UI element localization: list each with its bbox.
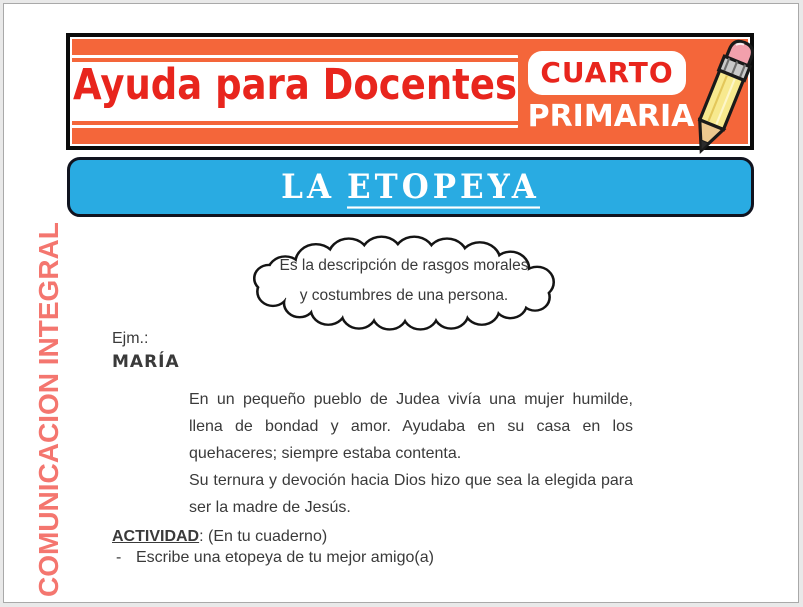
title-word-la: LA (281, 167, 335, 207)
level-label: PRIMARIA (527, 99, 695, 134)
title-word-etopeya: ETOPEYA (347, 168, 540, 209)
pencil-icon (690, 35, 754, 149)
course-area-label: COMUNICACION INTEGRAL (33, 222, 64, 597)
example-label: Ejm.: (112, 330, 149, 347)
example-name: MARÍA (112, 352, 180, 372)
bullet-dash: - (116, 549, 122, 566)
title-bar (67, 157, 754, 217)
lesson-body (112, 330, 642, 567)
grade-badge: CUARTO (528, 51, 686, 95)
definition-line-2: y costumbres de una persona. (299, 287, 509, 304)
page-title (281, 168, 540, 207)
header-banner (66, 33, 754, 150)
example-paragraphs (189, 386, 633, 521)
worksheet-page (3, 3, 799, 603)
activity-label: ACTIVIDAD (112, 528, 200, 545)
brand-title: Ayuda para Docentes (73, 59, 517, 110)
activity-note: : (En tu cuaderno) (199, 528, 328, 545)
brand-panel (72, 49, 518, 134)
banner-stripe (72, 128, 518, 134)
definition-line-1: Es la descripción de rasgos morales (279, 257, 529, 274)
bullet-text: Escribe una etopeya de tu mejor amigo(a) (136, 549, 434, 566)
example-paragraph-1: En un pequeño pueblo de Judea vivía una mujer humilde, llena de bondad y amor. Ayudaba en su casa en los quehaceres; siempre estaba contenta. (189, 391, 633, 462)
activity-heading (112, 528, 642, 546)
activity-bullet (112, 549, 642, 567)
definition-text (232, 251, 576, 311)
definition-cloud (232, 235, 576, 333)
banner-stripe (72, 49, 518, 55)
example-paragraph-2: Su ternura y devoción hacia Dios hizo que sea la elegida para ser la madre de Jesús. (189, 472, 633, 516)
banner-stripe (72, 121, 518, 125)
